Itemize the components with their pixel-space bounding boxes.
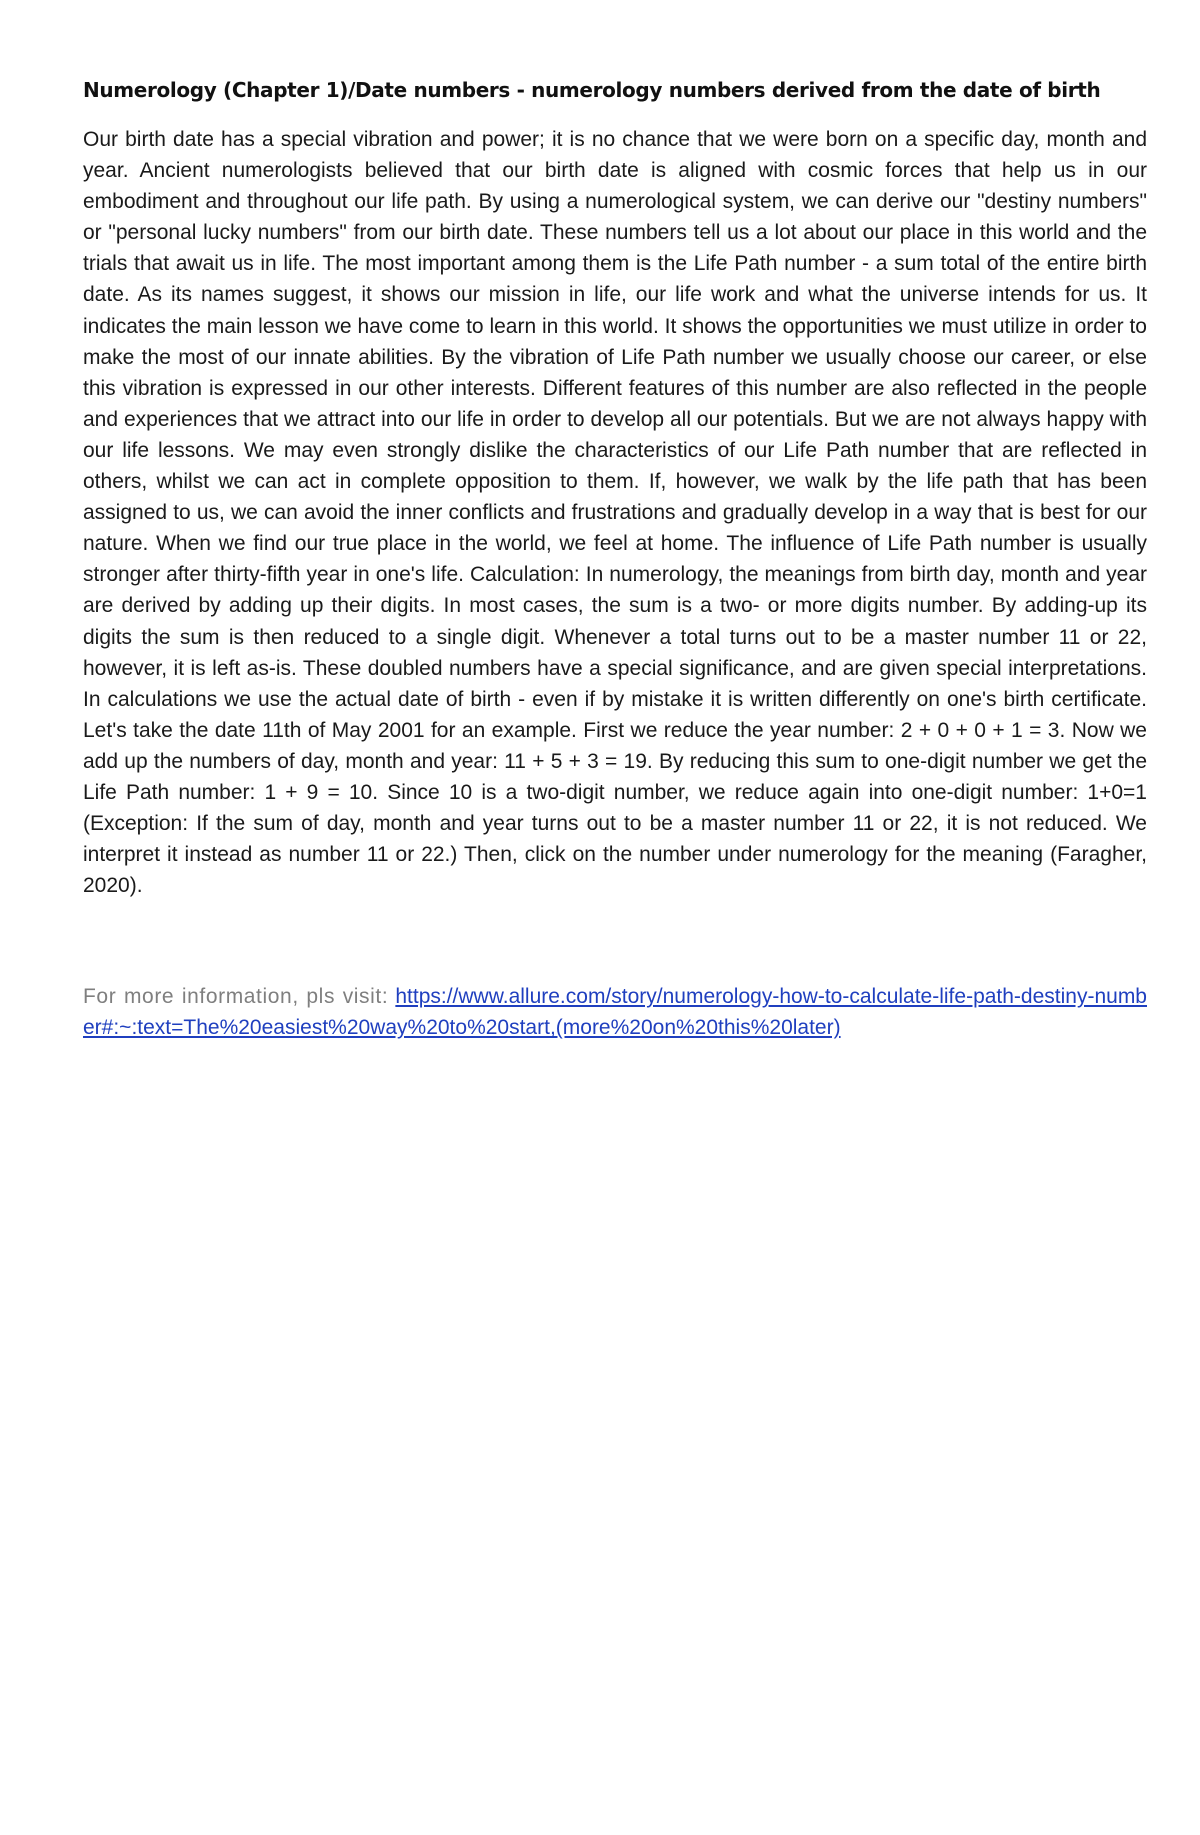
body-paragraph: Our birth date has a special vibration and power; it is no chance that we were born on a specific day, month and year. Ancient numerologists believed that our birth date is aligned with cosmic forces that help us in our embodiment and throughout our life path. By using a numerological system, we can derive our "destiny numbers" or "personal lucky numbers" from our birth date. These numbers tell us a lot about our place in this world and the trials that await us in life. The most important among them is the Life Path number - a sum total of the entire birth date. As its names suggest, it shows our mission in life, our life work and what the universe intends for us. It indicates the main lesson we have come to learn in this world. It shows the opportunities we must utilize in order to make the most of our innate abilities. By the vibration of Life Path number we usually choose our career, or else this vibration is expressed in our other interests. Different features of this number are also reflected in the people and experiences that we attract into our life in order to develop all our potentials. But we are not always happy with our life lessons. We may even strongly dislike the characteristics of our Life Path number that are reflected in others, whilst we can act in complete opposition to them. If, however, we walk by the life path that has been assigned to us, we can avoid the inner conflicts and frustrations and gradually develop in a way that is best for our nature. When we find our true place in the world, we feel at home. The influence of Life Path number is usually stronger after thirty-fifth year in one's life. Calculation: In numerology, the meanings from birth day, month and year are derived by adding up their digits. In most cases, the sum is a two- or more digits number. By adding-up its digits the sum is then reduced to a single digit. Whenever a total turns out to be a master number 11 or 22, however, it is left as-is. These doubled numbers have a special significance, and are given special interpretations. In calculations we use the actual date of birth - even if by mistake it is written differently on one's birth certificate. Let's take the date 11th of May 2001 for an example. First we reduce the year number: 2 + 0 + 0 + 1 = 3. Now we add up the numbers of day, month and year: 11 + 5 + 3 = 19. By reducing this sum to one-digit number we get the Life Path number: 1 + 9 = 10. Since 10 is a two-digit number, we reduce again into one-digit number: 1+0=1 (Exception: If the sum of day, month and year turns out to be a master number 11 or 22, it is not reduced. We interpret it instead as number 11 or 22.) Then, click on the number under numerology for the meaning (Faragher, 2020). bbox=[83, 128, 1147, 898]
document-page bbox=[83, 74, 1147, 1044]
more-info-link[interactable]: https://www.allure.com/story/numerology-how-to-calculate-life-path-destiny-number#:~:text=The%20easiest%20way%20to%20start,(more%20on%20this%20later) bbox=[83, 985, 1147, 1040]
more-info-label: For more information, pls visit: bbox=[83, 985, 389, 1009]
page-title: Numerology (Chapter 1)/Date numbers - numerology numbers derived from the date of birth bbox=[83, 78, 1101, 102]
more-info-line bbox=[83, 981, 1147, 1043]
